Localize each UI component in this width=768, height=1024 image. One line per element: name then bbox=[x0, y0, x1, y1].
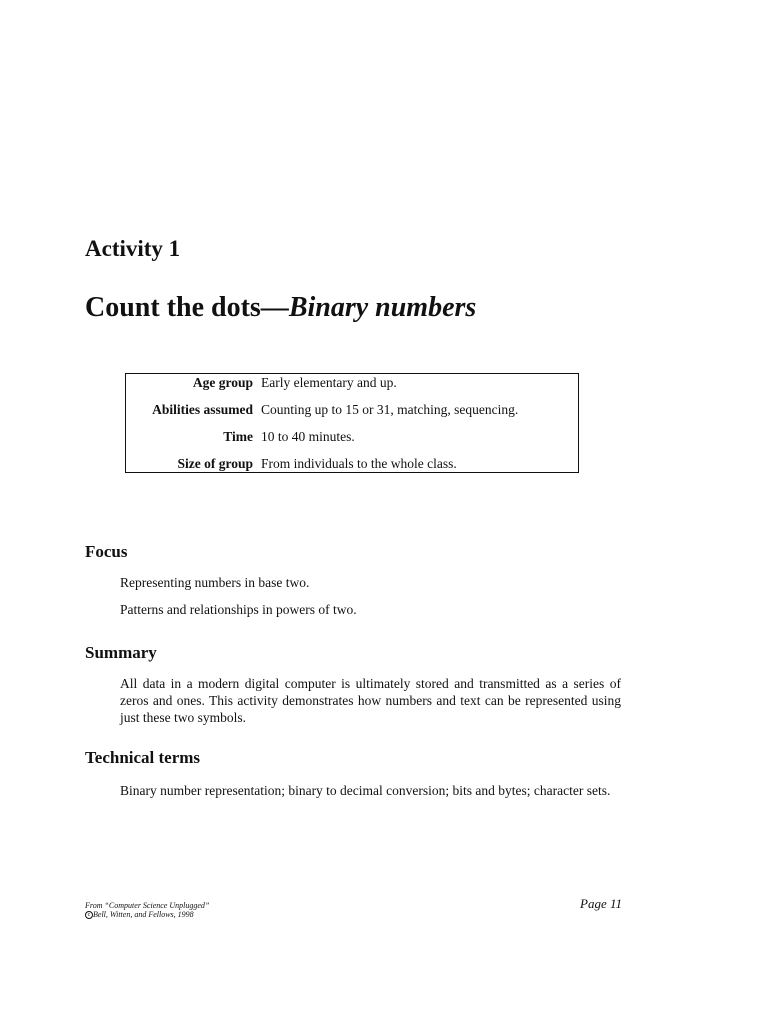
info-key: Abilities assumed bbox=[152, 402, 253, 417]
focus-paragraph: Representing numbers in base two. bbox=[120, 575, 310, 590]
focus-heading: Focus bbox=[85, 542, 128, 561]
technical-terms-paragraph: Binary number representation; binary to decimal conversion; bits and bytes; character sets. bbox=[120, 783, 611, 798]
copyright-icon: c bbox=[85, 911, 93, 919]
info-key: Size of group bbox=[177, 456, 253, 471]
footer-source-line: From “Computer Science Unplugged” bbox=[85, 901, 210, 910]
page-number: Page 11 bbox=[580, 896, 622, 911]
technical-terms-heading: Technical terms bbox=[85, 748, 201, 767]
activity-info-box bbox=[125, 373, 579, 473]
summary-heading: Summary bbox=[85, 643, 157, 662]
footer-copyright: Bell, Witten, and Fellows, 1998 bbox=[93, 910, 194, 919]
summary-paragraph: All data in a modern digital computer is ultimately stored and transmitted as a series of zeros and ones. This activity demonstrates how numbers and text can be represented using just these two symbols. bbox=[120, 676, 621, 725]
info-row-time bbox=[126, 428, 578, 446]
info-value: 10 to 40 minutes. bbox=[261, 429, 355, 444]
title-main: Count the dots— bbox=[85, 292, 289, 323]
info-key: Time bbox=[223, 429, 253, 444]
activity-label: Activity 1 bbox=[85, 236, 181, 261]
info-key: Age group bbox=[192, 375, 253, 390]
title-italic: Binary numbers bbox=[288, 292, 477, 323]
footer-copyright-line bbox=[85, 910, 209, 919]
page-title bbox=[85, 290, 476, 326]
info-value: Early elementary and up. bbox=[261, 375, 397, 390]
footer-source bbox=[85, 901, 209, 919]
info-value: Counting up to 15 or 31, matching, sequencing. bbox=[261, 402, 519, 417]
info-row-size-of-group bbox=[126, 455, 578, 473]
info-value: From individuals to the whole class. bbox=[261, 456, 457, 471]
info-row-age-group bbox=[126, 374, 578, 392]
info-row-abilities bbox=[126, 401, 578, 419]
focus-paragraph: Patterns and relationships in powers of two. bbox=[120, 602, 357, 617]
